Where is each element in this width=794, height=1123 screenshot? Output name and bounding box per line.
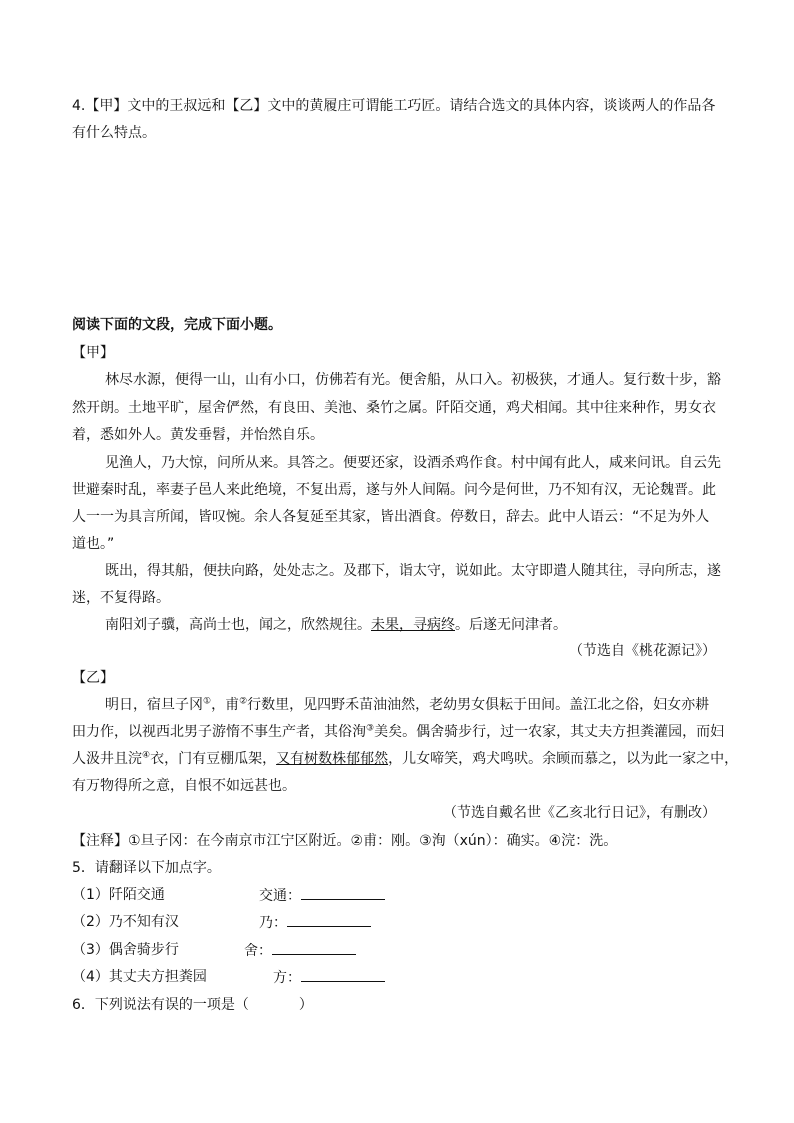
text: 明日，宿旦子冈 xyxy=(105,697,203,713)
passage-line: 然开朗。土地平旷，屋舍俨然，有良田、美池、桑竹之属。阡陌交通，鸡犬相闻。其中往来种作，男女衣 xyxy=(72,400,716,416)
text: 南阳刘子骥，高尚士也，闻之，欣然规往。 xyxy=(105,617,371,633)
q5-answer xyxy=(244,940,356,961)
passage-line xyxy=(105,695,709,715)
q5-item xyxy=(72,967,207,987)
q5-phrase: （4）其丈夫方担粪园 xyxy=(72,969,207,985)
question-6 xyxy=(72,995,313,1015)
passage-line: 见渔人，乃大惊，问所从来。具答之。便要还家，设酒杀鸡作食。村中闻有此人，咸来问讯。自云先 xyxy=(105,455,721,471)
passage-line: 人一一为具言所闻，皆叹惋。余人各复延至其家，皆出酒食。停数日，辞去。此中人语云：“不足为外人 xyxy=(72,509,710,525)
q6-close: ） xyxy=(298,997,313,1013)
text: ，儿女啼笑，鸡犬鸣吠。余顾而慕之，以为此一家之中， xyxy=(388,751,739,767)
footnote-mark: ② xyxy=(239,696,248,707)
passage-line: 世避秦时乱，率妻子邑人来此绝境，不复出焉，遂与外人间隔。问今是何世，乃不知有汉，无论魏晋。此 xyxy=(72,482,716,498)
q5-phrase: （2）乃不知有汉 xyxy=(72,914,179,930)
q6-title: 6．下列说法有误的一项是（ xyxy=(72,997,249,1013)
q5-phrase: （3）偶舍骑步行 xyxy=(72,942,179,958)
passage-line: 既出，得其船，便扶向路，处处志之。及郡下，诣太守，说如此。太守即遣人随其往，寻向所志，遂 xyxy=(105,563,721,579)
reading-instruction: 阅读下面的文段，完成下面小题。 xyxy=(72,317,282,333)
answer-blank[interactable] xyxy=(301,967,385,982)
passage-jia-source: （节选自《桃花源记》） xyxy=(569,643,716,659)
passage-yi-source: （节选自戴名世《乙亥北行日记》，有删改） xyxy=(443,805,716,821)
q5-title: 5．请翻译以下加点字。 xyxy=(72,860,221,876)
q5-item xyxy=(72,885,165,905)
q5-word: 交通： xyxy=(259,888,301,904)
q5-item xyxy=(72,912,179,932)
q4-line-1: 4.【甲】文中的王叔远和【乙】文中的黄履庄可谓能工巧匠。请结合选文的具体内容，谈谈两人的作品各 xyxy=(72,98,716,114)
q5-word: 舍： xyxy=(244,943,272,959)
passage-line: 有万物得所之意，自恨不如远甚也。 xyxy=(72,778,296,794)
text: 美矣。偶舍骑步行，过一农家，其丈夫方担粪灌园，而妇 xyxy=(374,724,725,740)
answer-blank[interactable] xyxy=(272,940,356,955)
underlined-text: 未果，寻病终 xyxy=(371,617,455,633)
passage-line-underlined xyxy=(105,615,567,635)
passage-line: 道也。” xyxy=(72,536,115,552)
text: 。后遂无问津者。 xyxy=(455,617,567,633)
annotation-note: 【注释】①旦子冈：在今南京市江宁区附近。②甫：刚。③洵（xún）：确实。④浣：洗。 xyxy=(72,833,618,849)
q4-line-2: 有什么特点。 xyxy=(72,125,156,141)
text: 行数里，见四野禾苗油油然，老幼男女俱耘于田间。盖江北之俗，妇女亦耕 xyxy=(247,697,710,713)
footnote-mark: ③ xyxy=(366,723,375,734)
answer-blank[interactable] xyxy=(301,885,385,900)
passage-line xyxy=(72,749,738,769)
passage-line: 林尽水源，便得一山，山有小口，仿佛若有光。便舍船，从口入。初极狭，才通人。复行数十步，豁 xyxy=(105,372,721,388)
passage-line: 着，悉如外人。黄发垂髫，并怡然自乐。 xyxy=(72,427,324,443)
passage-line: 迷，不复得路。 xyxy=(72,590,170,606)
q5-word: 乃： xyxy=(259,915,287,931)
footnote-mark: ④ xyxy=(142,750,151,761)
passage-yi-label: 【乙】 xyxy=(72,670,114,686)
answer-blank[interactable] xyxy=(287,912,371,927)
q5-phrase: （1）阡陌交通 xyxy=(72,887,165,903)
text: 人汲井且浣 xyxy=(72,751,142,767)
q5-word: 方： xyxy=(273,970,301,986)
text: 衣，门有豆棚瓜架， xyxy=(150,751,277,767)
q5-answer xyxy=(259,885,385,906)
footnote-mark: ① xyxy=(203,696,212,707)
text: ，甫 xyxy=(211,697,240,713)
passage-line xyxy=(72,722,724,742)
passage-jia-label: 【甲】 xyxy=(72,345,114,361)
underlined-text: 又有树数株郁郁然 xyxy=(276,751,389,767)
q5-answer xyxy=(273,967,385,988)
text: 田力作，以视西北男子游惰不事生产者，其俗洵 xyxy=(72,724,366,740)
q5-item xyxy=(72,940,179,960)
q5-answer xyxy=(259,912,371,933)
